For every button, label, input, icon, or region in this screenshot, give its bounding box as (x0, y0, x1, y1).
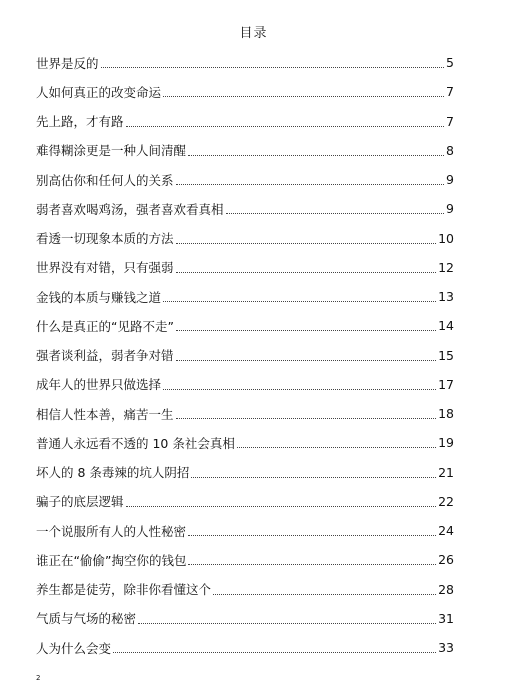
dot-leader (226, 213, 445, 214)
toc-entry-title: 什么是真正的“见路不走” (36, 318, 174, 334)
toc-entry-page: 12 (438, 259, 454, 275)
toc-entry-title: 一个说服所有人的人性秘密 (36, 523, 187, 539)
toc-entry-title: 成年人的世界只做选择 (36, 377, 162, 393)
toc-entry (36, 311, 454, 340)
toc-entry (36, 545, 454, 574)
toc-entry (36, 575, 454, 604)
toc-entry-title: 世界没有对错，只有强弱 (36, 260, 174, 276)
dot-leader (176, 243, 437, 244)
toc-entry-title: 坏人的 8 条毒辣的坑人阴招 (36, 465, 190, 481)
toc-entry-page: 7 (446, 84, 454, 100)
toc-entry-page: 5 (446, 55, 454, 71)
toc-entry (36, 428, 454, 457)
toc-entry-title: 先上路，才有路 (36, 114, 124, 130)
toc-entry-page: 28 (438, 581, 454, 597)
toc-entry-page: 26 (438, 552, 454, 568)
toc-entry-title: 世界是反的 (36, 55, 99, 71)
toc-entry (36, 136, 454, 165)
dot-leader (101, 67, 445, 68)
toc-entry-title: 难得糊涂更是一种人间清醒 (36, 143, 187, 159)
toc-entry-page: 8 (446, 142, 454, 158)
dot-leader (176, 272, 437, 273)
toc-entry-page: 22 (438, 493, 454, 509)
page-number: 2 (36, 674, 41, 682)
toc-entry-title: 强者谈利益，弱者争对错 (36, 348, 174, 364)
toc-entry (36, 487, 454, 516)
dot-leader (126, 506, 437, 507)
dot-leader (237, 447, 436, 448)
dot-leader (163, 301, 436, 302)
toc-entry (36, 341, 454, 370)
toc-entry (36, 107, 454, 136)
dot-leader (188, 535, 436, 536)
toc-entry (36, 253, 454, 282)
toc-entry-title: 谁正在“偷偷”掏空你的钱包 (36, 552, 187, 568)
toc-entry-page: 9 (446, 201, 454, 217)
toc-entry (36, 282, 454, 311)
toc-entry (36, 194, 454, 223)
toc-entry-title: 人如何真正的改变命运 (36, 84, 162, 100)
toc-entry-title: 骗子的底层逻辑 (36, 494, 124, 510)
toc-entry-page: 15 (438, 347, 454, 363)
toc-entry (36, 604, 454, 633)
toc-entry-page: 24 (438, 523, 454, 539)
toc-entry (36, 399, 454, 428)
toc-entry-title: 人为什么会变 (36, 640, 112, 656)
toc-entry (36, 224, 454, 253)
dot-leader (191, 477, 436, 478)
toc-entry-title: 别高估你和任何人的关系 (36, 172, 174, 188)
toc-entry-page: 31 (438, 610, 454, 626)
toc-entry (36, 516, 454, 545)
toc-entry-page: 33 (438, 640, 454, 656)
toc-entry-title: 弱者喜欢喝鸡汤，强者喜欢看真相 (36, 201, 224, 217)
toc-entry-title: 普通人永远看不透的 10 条社会真相 (36, 435, 235, 451)
toc-entry-title: 看透一切现象本质的方法 (36, 231, 174, 247)
toc-entry-title: 相信人性本善，痛苦一生 (36, 406, 174, 422)
toc-entry (36, 48, 454, 77)
toc-entry-page: 19 (438, 435, 454, 451)
dot-leader (113, 652, 436, 653)
dot-leader (163, 96, 444, 97)
toc-entry-page: 13 (438, 289, 454, 305)
toc-entry-page: 14 (438, 318, 454, 334)
toc-title: 目录 (239, 26, 268, 41)
toc-entry-title: 气质与气场的秘密 (36, 611, 137, 627)
toc-entry (36, 77, 454, 106)
dot-leader (176, 418, 437, 419)
dot-leader (138, 623, 436, 624)
toc-list (36, 48, 454, 662)
dot-leader (213, 594, 436, 595)
toc-entry-page: 17 (438, 376, 454, 392)
toc-entry (36, 165, 454, 194)
dot-leader (176, 184, 445, 185)
toc-entry-page: 9 (446, 172, 454, 188)
dot-leader (188, 155, 444, 156)
toc-entry-title: 养生都是徒劳，除非你看懂这个 (36, 582, 212, 598)
toc-entry-page: 7 (446, 113, 454, 129)
toc-entry-title: 金钱的本质与赚钱之道 (36, 289, 162, 305)
dot-leader (126, 126, 445, 127)
toc-entry (36, 633, 454, 662)
dot-leader (176, 330, 436, 331)
dot-leader (188, 564, 436, 565)
toc-entry (36, 370, 454, 399)
toc-entry (36, 458, 454, 487)
toc-entry-page: 21 (438, 464, 454, 480)
toc-entry-page: 10 (438, 230, 454, 246)
toc-entry-page: 18 (438, 406, 454, 422)
dot-leader (176, 360, 437, 361)
dot-leader (163, 389, 436, 390)
